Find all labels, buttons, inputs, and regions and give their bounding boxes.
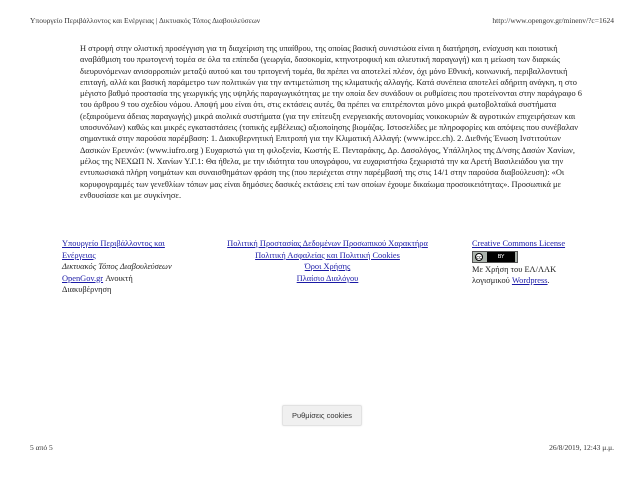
print-datetime: 26/8/2019, 12:43 μ.μ. <box>549 443 614 452</box>
consultation-site-label: Δικτυακός Τόπος Διαβουλεύσεων <box>62 262 172 272</box>
security-cookies-policy-link[interactable]: Πολιτική Ασφαλείας και Πολιτική Cookies <box>255 250 400 260</box>
wordpress-link[interactable]: Wordpress <box>511 276 548 286</box>
terms-of-use-link[interactable]: Όροι Χρήσης <box>304 262 351 272</box>
privacy-policy-link[interactable]: Πολιτική Προστασίας Δεδομένων Προσωπικού Χαρακτήρα <box>227 239 428 248</box>
print-header-url: http://www.opengov.gr/minenv/?c=1624 <box>492 16 614 25</box>
print-page-number: 5 από 5 <box>30 443 53 452</box>
cc-icon: cc <box>476 254 482 261</box>
open-source-label: Με Χρήση του ΕΛ/ΛΑΚ λογισμικού <box>472 264 557 286</box>
cc-by-license-badge[interactable] <box>472 251 518 263</box>
creative-commons-link[interactable]: Creative Commons License <box>472 239 566 248</box>
footer-column-ministry <box>62 238 172 296</box>
by-icon: BY <box>487 252 515 262</box>
open-governance-label: Ανοικτή Διακυβέρνηση <box>62 273 133 295</box>
ministry-link[interactable]: Υπουργείο Περιβάλλοντος και Ενέργειας <box>62 239 165 260</box>
footer-column-license <box>472 238 592 287</box>
footer-column-policies <box>220 238 435 284</box>
period-label: . <box>547 276 550 286</box>
cookie-settings-button[interactable]: Ρυθμίσεις cookies <box>282 405 362 426</box>
opengov-link[interactable]: OpenGov.gr <box>62 273 104 283</box>
comment-body-text: Η στροφή στην ολιστική προσέγγιση για τη διαχείριση της υπαίθρου, της οποίας βασική συνιστώσα είναι η διατήρηση, ενίσχυση και ποιοτική αναβάθμιση του πρωτογενή τομέα σε όλα τα επίπεδα (γεωργία, δασοκομία, κτηνοτροφική και αλιευτική παραγωγή) και η μείωση των διαρκώς διευρυνόμενων ανισορροπιών μεταξύ αυτού και του τριτογενή τομέα, θα πρέπει να αποτελεί πλέον, όχι μόνο Εθνική, κοινωνική, περιβαλλοντική επιταγή, αλλά και βασική παράμετρο των πολιτικών για την αντιμετώπιση της κλιματικής αλλαγής. Κατά συνέπεια αποτελεί αδήριτη ανάγκη, η στο μέγιστο βαθμό προστασία της γεωργικής γης υψηλής παραγωγικότητας με την οποία δεν συνάδουν οι ρυθμίσεις που προτείνονται στην παράγραφο 6 του άρθρου 9 του σχεδίου νόμου. Αποψή μου είναι ότι, στις εκτάσεις αυτές, θα πρέπει να επιτρέπονται μόνο μικρά φωτοβολταϊκά συστήματα (εξαιρούμενα άδειας παραγωγής) μικρά αιολικά συστήματα (για την επίτευξη ενεργειακής αυτονομίας νοικοκυριών & αγροτικών επιχειρήσεων και υποσυνόλων) καθώς και μικρές εγκαταστάσεις (τοπικής εμβέλειας) αξιοποίησης βιομάζας. Ιστοσελίδες με πληροφορίες και απόψεις που συνέβαλαν σημαντικά στην παρούσα παρέμβαση: 1. Διακυβερνητική Επιτροπή για την Κλιματική Αλλαγή: (www.ipcc.ch). 2. Διεθνής Ένωση Ινστιτούτων Δασικών Ερευνών: (www.iufro.org ) Ευχαριστώ για τη φιλοξενία, Κωστής Ε. Πενταράκης, Δρ. Δασολόγος, Υπάλληλος της Δ/νσης Δασών Χανίων, μέλος της ΝΕΧΩΠ Ν. Χανίων Υ.Γ.1: Θα ήθελα, με την ιδιότητα του υπογράφου, να ευχαριστήσω ξεχωριστά την κα Αρετή Βασιλειάδου για την εντυπωσιακά πλήρη νοημάτων και συναισθημάτων φράση της (που περιέχεται στην παρέμβασή της στις 14/1 στην παρούσα διαβούλευση): «Οι κορυφογραμμές των γενεθλίων τόπων μας είναι δημόσιες δασικές εκτάσεις επί των οποίων έχουμε δικαίωμα προσοικειότητας». Προσωπικά με ενθουσίασε και με συγκίνησε. <box>80 44 582 200</box>
dialogue-framework-link[interactable]: Πλαίσιο Διαλόγου <box>296 273 359 283</box>
print-header-title: Υπουργείο Περιβάλλοντος και Ενέργειας | Δικτυακός Τόπος Διαβουλεύσεων <box>30 16 261 25</box>
